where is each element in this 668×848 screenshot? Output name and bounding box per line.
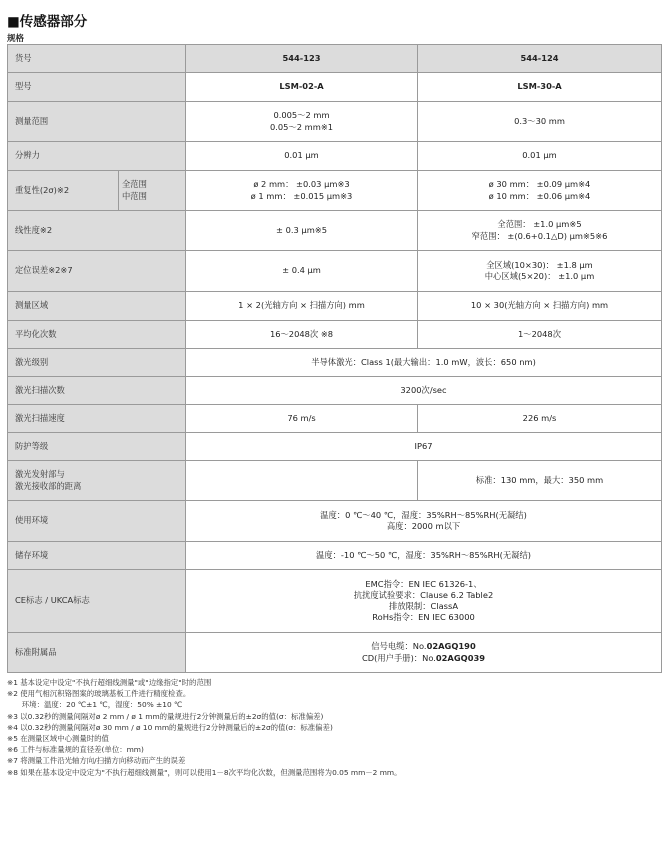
cell-line: 全区域(10×30)： ±1.8 μm — [486, 259, 593, 270]
table-row — [8, 292, 662, 321]
cell — [186, 461, 418, 501]
cell — [186, 570, 662, 633]
cell: IP67 — [186, 433, 662, 461]
cell: 10 × 30(光轴方向 × 扫描方向) mm — [418, 292, 662, 321]
row-label: 防护等级 — [8, 433, 186, 461]
row-label: 平均化次数 — [8, 321, 186, 349]
table-row — [8, 102, 662, 142]
cell-line: ø 2 mm： ±0.03 μm※3 — [253, 179, 350, 190]
row-label: 线性度※2 — [8, 211, 186, 251]
cell: ± 0.3 μm※5 — [186, 211, 418, 251]
cell: 标准：130 mm，最大：350 mm — [418, 461, 662, 501]
cell — [418, 251, 662, 292]
row-label: 分辨力 — [8, 142, 186, 171]
label-line: 激光发射部与 — [15, 469, 65, 480]
cell — [418, 171, 662, 211]
table-row — [8, 501, 662, 542]
row-label: 使用环境 — [8, 501, 186, 542]
header-col1: 544-123 — [186, 45, 418, 73]
cell-line — [190, 653, 657, 664]
cell: ± 0.4 μm — [186, 251, 418, 292]
footnotes — [7, 677, 661, 778]
cell-line: ø 1 mm： ±0.015 μm※3 — [250, 190, 353, 201]
footnote: ※4 以0.32秒的测量间隔对ø 30 mm / ø 10 mm的量规进行2分钟测量后的±2σ的值(σ：标准偏差) — [7, 722, 333, 732]
table-row — [8, 377, 662, 405]
row-label: 测量范围 — [8, 102, 186, 142]
cell: LSM-30-A — [418, 73, 662, 102]
section-subtitle: 规格 — [7, 34, 25, 44]
spec-table — [7, 44, 662, 673]
header-label: 货号 — [8, 45, 186, 73]
cell: 0.01 μm — [418, 142, 662, 171]
cell: 16～2048次 ※8 — [186, 321, 418, 349]
cell — [186, 171, 418, 211]
table-row — [8, 321, 662, 349]
cell — [186, 102, 418, 142]
cell: 0.01 μm — [186, 142, 418, 171]
section-title: ■传感器部分 — [7, 14, 88, 30]
cell-line: 全范围： ±1.0 μm※5 — [497, 219, 582, 230]
footnote: ※1 基本设定中设定"不执行超细线测量"或"边缘指定"时的范围 — [7, 678, 212, 687]
row-label — [8, 461, 186, 501]
row-label: 激光级别 — [8, 349, 186, 377]
row-label: 激光扫描次数 — [8, 377, 186, 405]
table-row — [8, 542, 662, 570]
footnote: 环境：温度：20 ℃±1 ℃，湿度：50% ±10 ℃ — [7, 700, 183, 710]
table-row — [8, 570, 662, 633]
table-row — [8, 349, 662, 377]
row-label: CE标志 / UKCA标志 — [8, 570, 186, 633]
cell — [418, 211, 662, 251]
table-row — [8, 73, 662, 102]
cell — [186, 633, 662, 673]
table-row — [8, 405, 662, 433]
cell — [186, 501, 662, 542]
footnote: ※2 使用气相沉积铬图案的玻璃基板工件进行精度检查。 — [7, 689, 191, 699]
part-number: 02AGQ039 — [435, 652, 486, 663]
cell-line: 排放限制：ClassA — [389, 601, 459, 611]
cell: LSM-02-A — [186, 73, 418, 102]
table-row — [8, 633, 662, 673]
row-label: 重复性(2σ)※2 — [8, 171, 119, 211]
footnote: ※3 以0.32秒的测量间隔对ø 2 mm / ø 1 mm的量规进行2分钟测量后的±2σ的值(σ：标准偏差) — [7, 711, 324, 721]
accessory-label: 信号电缆：No. — [371, 641, 427, 652]
footnote: ※5 在测量区域中心测量时的值 — [7, 734, 109, 744]
cell-line: 温度：0 ℃～40 ℃，湿度：35%RH～85%RH(无凝结) — [320, 509, 527, 520]
header-col2: 544-124 — [418, 45, 662, 73]
cell-line — [190, 641, 657, 652]
cell: 3200次/sec — [186, 377, 662, 405]
row-label: 标准附属品 — [8, 633, 186, 673]
row-label: 储存环境 — [8, 542, 186, 570]
row-label: 型号 — [8, 73, 186, 102]
cell: 76 m/s — [186, 405, 418, 433]
cell: 温度：-10 ℃～50 ℃，湿度：35%RH～85%RH(无凝结) — [186, 542, 662, 570]
footnote: ※7 将测量工件沿光轴方向/扫描方向移动而产生的误差 — [7, 756, 186, 766]
cell-line: ø 30 mm： ±0.09 μm※4 — [488, 179, 591, 190]
sublabel-line: 中范围 — [122, 190, 147, 201]
cell: 1～2048次 — [418, 321, 662, 349]
cell-line: 抗扰度试验要求：Clause 6.2 Table2 — [353, 589, 494, 600]
cell: 226 m/s — [418, 405, 662, 433]
cell: 1 × 2(光轴方向 × 扫描方向) mm — [186, 292, 418, 321]
row-label: 定位误差※2※7 — [8, 251, 186, 292]
cell: 0.3～30 mm — [418, 102, 662, 142]
cell-line: 高度：2000 m以下 — [386, 521, 461, 531]
part-number: 02AGQ190 — [426, 641, 476, 652]
table-row — [8, 251, 662, 292]
cell-line: ø 10 mm： ±0.06 μm※4 — [488, 190, 591, 201]
table-row — [8, 461, 662, 501]
footnote: ※8 如果在基本设定中设定为"不执行超细线测量"，则可以使用1－8次平均化次数，但测量范围将为0.05 mm－2 mm。 — [7, 767, 402, 777]
cell-line: EMC指令：EN IEC 61326-1、 — [365, 578, 482, 589]
cell-line: 0.005～2 mm — [273, 110, 330, 121]
table-row — [8, 433, 662, 461]
cell: 半导体激光：Class 1(最大输出：1.0 mW，波长：650 nm) — [186, 349, 662, 377]
footnote: ※6 工件与标准量规的直径差(单位：mm) — [7, 745, 144, 755]
cell-line: RoHs指令：EN IEC 63000 — [372, 612, 475, 623]
cell-line: 中心区域(5×20)： ±1.0 μm — [484, 271, 595, 281]
table-row — [8, 45, 662, 73]
sublabel-line: 全范围 — [122, 179, 147, 190]
table-row — [8, 171, 662, 211]
row-label: 测量区域 — [8, 292, 186, 321]
row-sublabel — [119, 171, 186, 211]
table-row — [8, 211, 662, 251]
cell-line: 窄范围： ±(0.6+0.1△D) μm※5※6 — [471, 230, 608, 241]
row-label: 激光扫描速度 — [8, 405, 186, 433]
accessory-label: CD(用户手册)：No. — [361, 652, 436, 663]
label-line: 激光接收部的距离 — [15, 480, 82, 491]
table-row — [8, 142, 662, 171]
cell-line: 0.05～2 mm※1 — [269, 121, 334, 132]
